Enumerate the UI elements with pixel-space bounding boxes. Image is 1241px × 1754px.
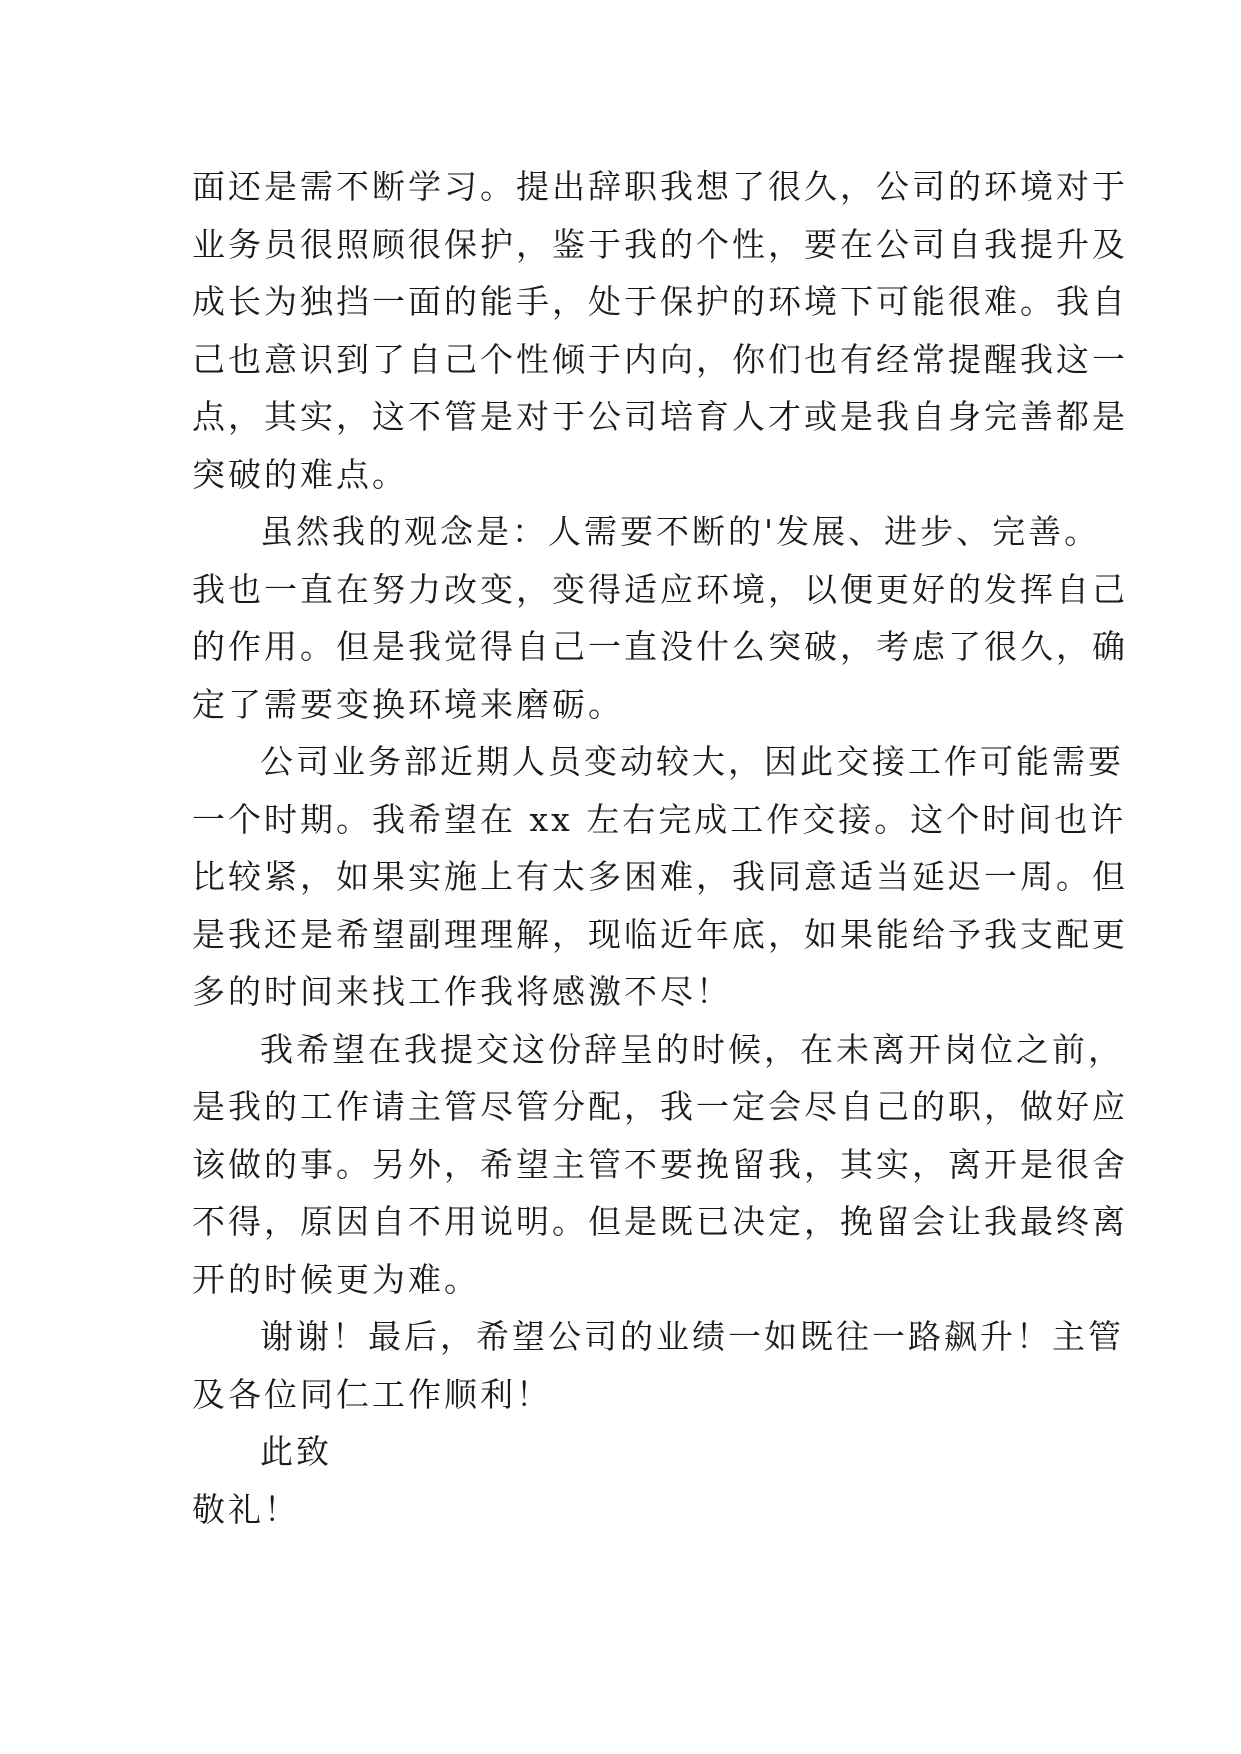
text-line: 谢谢！最后，希望公司的业绩一如既往一路飙升！主管 — [260, 1317, 1124, 1356]
text-line: 是我的工作请主管尽管分配，我一定会尽自己的职，做好应 — [192, 1087, 1128, 1126]
text-line: 业务员很照顾很保护，鉴于我的个性，要在公司自我提升及 — [192, 224, 1128, 264]
text-line: 多的时间来找工作我将感激不尽！ — [192, 972, 732, 1011]
text-line: 己也意识到了自己个性倾于内向，你们也有经常提醒我这一 — [192, 339, 1128, 379]
text-line: 该做的事。另外，希望主管不要挽留我，其实，离开是很舍 — [192, 1144, 1128, 1184]
text-line: 成长为独挡一面的能手，处于保护的环境下可能很难。我自 — [192, 282, 1128, 321]
text-line: 定了需要变换环境来磨砺。 — [192, 684, 624, 724]
text-line: 一个时期。我希望在 xx 左右完成工作交接。这个时间也许 — [192, 799, 1127, 839]
text-line: 及各位同仁工作顺利！ — [192, 1374, 552, 1414]
text-line: 虽然我的观念是：人需要不断的'发展、进步、完善。 — [260, 512, 1101, 551]
text-line: 的作用。但是我觉得自己一直没什么突破，考虑了很久，确 — [192, 627, 1128, 666]
text-line: 开的时候更为难。 — [192, 1259, 480, 1299]
text-line: 比较紧，如果实施上有太多困难，我同意适当延迟一周。但 — [192, 857, 1128, 896]
text-line: 面还是需不断学习。提出辞职我想了很久，公司的环境对于 — [192, 167, 1128, 206]
text-line: 我希望在我提交这份辞呈的时候，在未离开岗位之前， — [260, 1029, 1124, 1069]
letter-body — [192, 158, 1128, 1538]
text-line: 点，其实，这不管是对于公司培育人才或是我自身完善都是 — [192, 397, 1128, 436]
text-line: 我也一直在努力改变，变得适应环境，以便更好的发挥自己 — [192, 569, 1128, 609]
text-line: 不得，原因自不用说明。但是既已决定，挽留会让我最终离 — [192, 1202, 1128, 1241]
text-line: 公司业务部近期人员变动较大，因此交接工作可能需要 — [260, 742, 1124, 781]
text-line: 此致 — [260, 1432, 332, 1471]
text-line: 突破的难点。 — [192, 454, 408, 494]
text-line: 是我还是希望副理理解，现临近年底，如果能给予我支配更 — [192, 914, 1128, 954]
text-line: 敬礼！ — [192, 1489, 300, 1529]
